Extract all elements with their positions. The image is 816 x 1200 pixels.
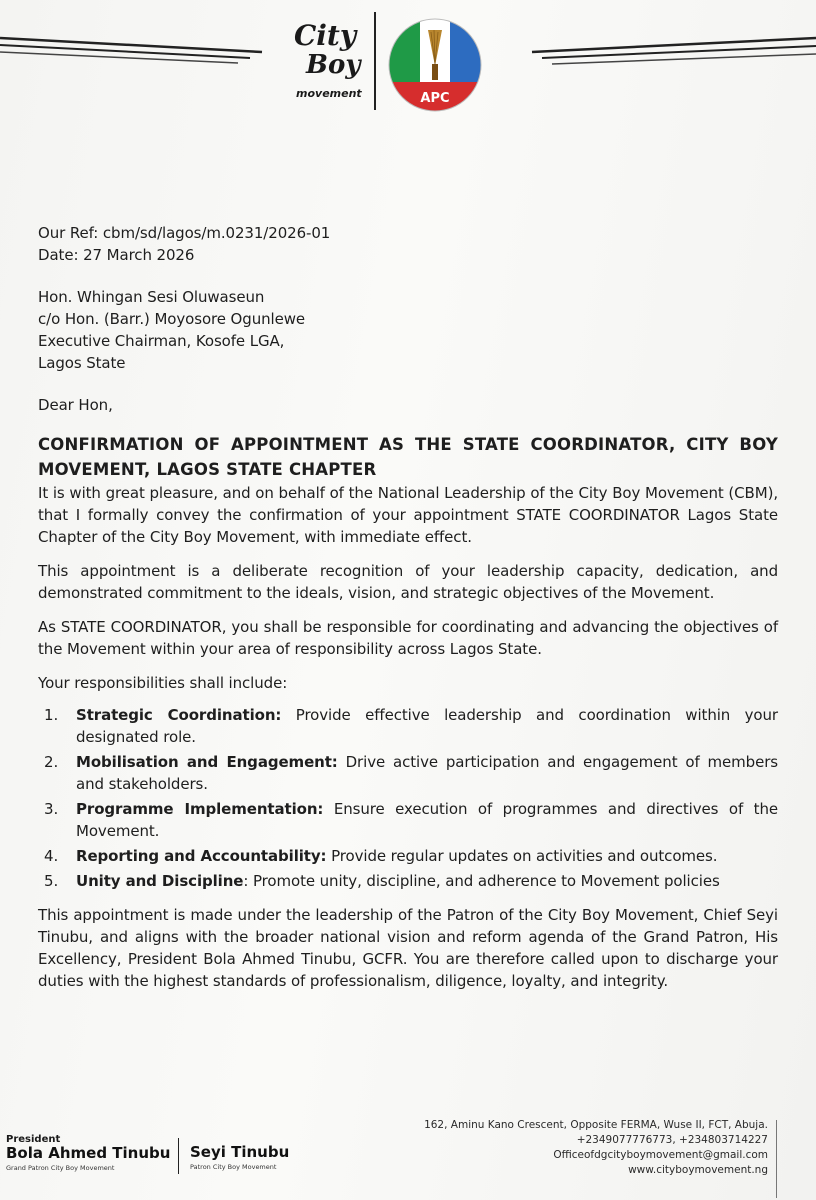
list-item-text: Drive active participation and engagement of members and stakeholders. [76,753,778,793]
footer-website: www.cityboymovement.ng [628,1164,768,1176]
list-item [38,751,778,795]
subject-heading: CONFIRMATION OF APPOINTMENT AS THE STATE COORDINATOR, CITY BOY MOVEMENT, LAGOS STATE CHAPTER [38,435,778,479]
logo-city-text: City [294,19,357,52]
address-line-3: Executive Chairman, Kosofe LGA, [38,332,285,350]
address-line-1: Hon. Whingan Sesi Oluwaseun [38,288,265,306]
responsibilities-list [38,704,778,892]
list-item-title: Unity and Discipline [76,872,244,890]
list-item-text: Provide regular updates on activities and outcomes. [326,847,718,865]
list-item-title: Strategic Coordination: [76,706,282,724]
list-item-number: 3. [44,800,59,818]
footer-grand-patron [6,1134,170,1172]
apc-logo [388,18,482,112]
logo-divider [374,12,376,110]
address-line-2: c/o Hon. (Barr.) Moyosore Ogunlewe [38,310,305,328]
date-line: Date: 27 March 2026 [38,246,195,264]
list-item [38,870,778,892]
letter-body [38,222,778,992]
address-line-4: Lagos State [38,354,126,372]
apc-label: APC [420,91,450,106]
footer-patron [190,1144,289,1171]
header-lines-left [0,34,270,64]
footer-president-name: Bola Ahmed Tinubu [6,1144,171,1162]
list-item [38,704,778,748]
footer-phones: +2349077776773, +234803714227 [576,1134,768,1146]
list-item [38,798,778,842]
list-item-number: 5. [44,872,59,890]
list-item-number: 2. [44,753,59,771]
list-item-number: 1. [44,706,59,724]
list-item-text: : Promote unity, discipline, and adherence to Movement policies [243,872,720,890]
footer-divider-left [178,1138,179,1174]
city-boy-movement-logo [290,19,370,108]
responsibilities-intro: Your responsibilities shall include: [38,674,288,692]
list-item [38,845,778,867]
paragraph-4: This appointment is made under the leadership of the Patron of the City Boy Movement, Chief Seyi Tinubu, and aligns with the broader national vision and reform agenda of the Grand Patron, His Excellency, President Bola Ahmed Tinubu, GCFR. You are therefore called upon to discharge your duties with the highest standards of professionalism, diligence, loyalty, and integrity. [38,906,778,990]
footer-patron-role: Patron City Boy Movement [190,1163,277,1171]
footer-email: Officeofdgcityboymovement@gmail.com [553,1149,768,1161]
logo-movement-text: movement [296,87,362,100]
footer-address: 162, Aminu Kano Crescent, Opposite FERMA, Wuse II, FCT, Abuja. [424,1119,768,1131]
footer-contact [388,1118,768,1178]
header-lines-right [526,34,816,70]
list-item-text: Provide effective leadership and coordination within your designated role. [76,706,778,746]
list-item-text: Ensure execution of programmes and directives of the Movement. [76,800,778,840]
reference-line: Our Ref: cbm/sd/lagos/m.0231/2026-01 [38,224,331,242]
footer-president-title: President [6,1134,61,1145]
footer-president-role: Grand Patron City Boy Movement [6,1164,115,1172]
paragraph-2: This appointment is a deliberate recognition of your leadership capacity, dedication, and demonstrated commitment to the ideals, vision, and strategic objectives of the Movement. [38,562,778,602]
footer-patron-name: Seyi Tinubu [190,1143,290,1161]
list-item-title: Mobilisation and Engagement: [76,753,338,771]
list-item-number: 4. [44,847,59,865]
footer-divider-right [776,1120,777,1198]
logo-boy-text: Boy [306,50,361,80]
salutation: Dear Hon, [38,396,113,414]
paragraph-1: It is with great pleasure, and on behalf of the National Leadership of the City Boy Movement (CBM), that I formally convey the confirmation of your appointment STATE COORDINATOR Lagos State Chapter of the City Boy Movement, with immediate effect. [38,484,778,546]
list-item-title: Programme Implementation: [76,800,324,818]
paragraph-3: As STATE COORDINATOR, you shall be responsible for coordinating and advancing the objectives of the Movement within your area of responsibility across Lagos State. [38,618,778,658]
list-item-title: Reporting and Accountability: [76,847,327,865]
